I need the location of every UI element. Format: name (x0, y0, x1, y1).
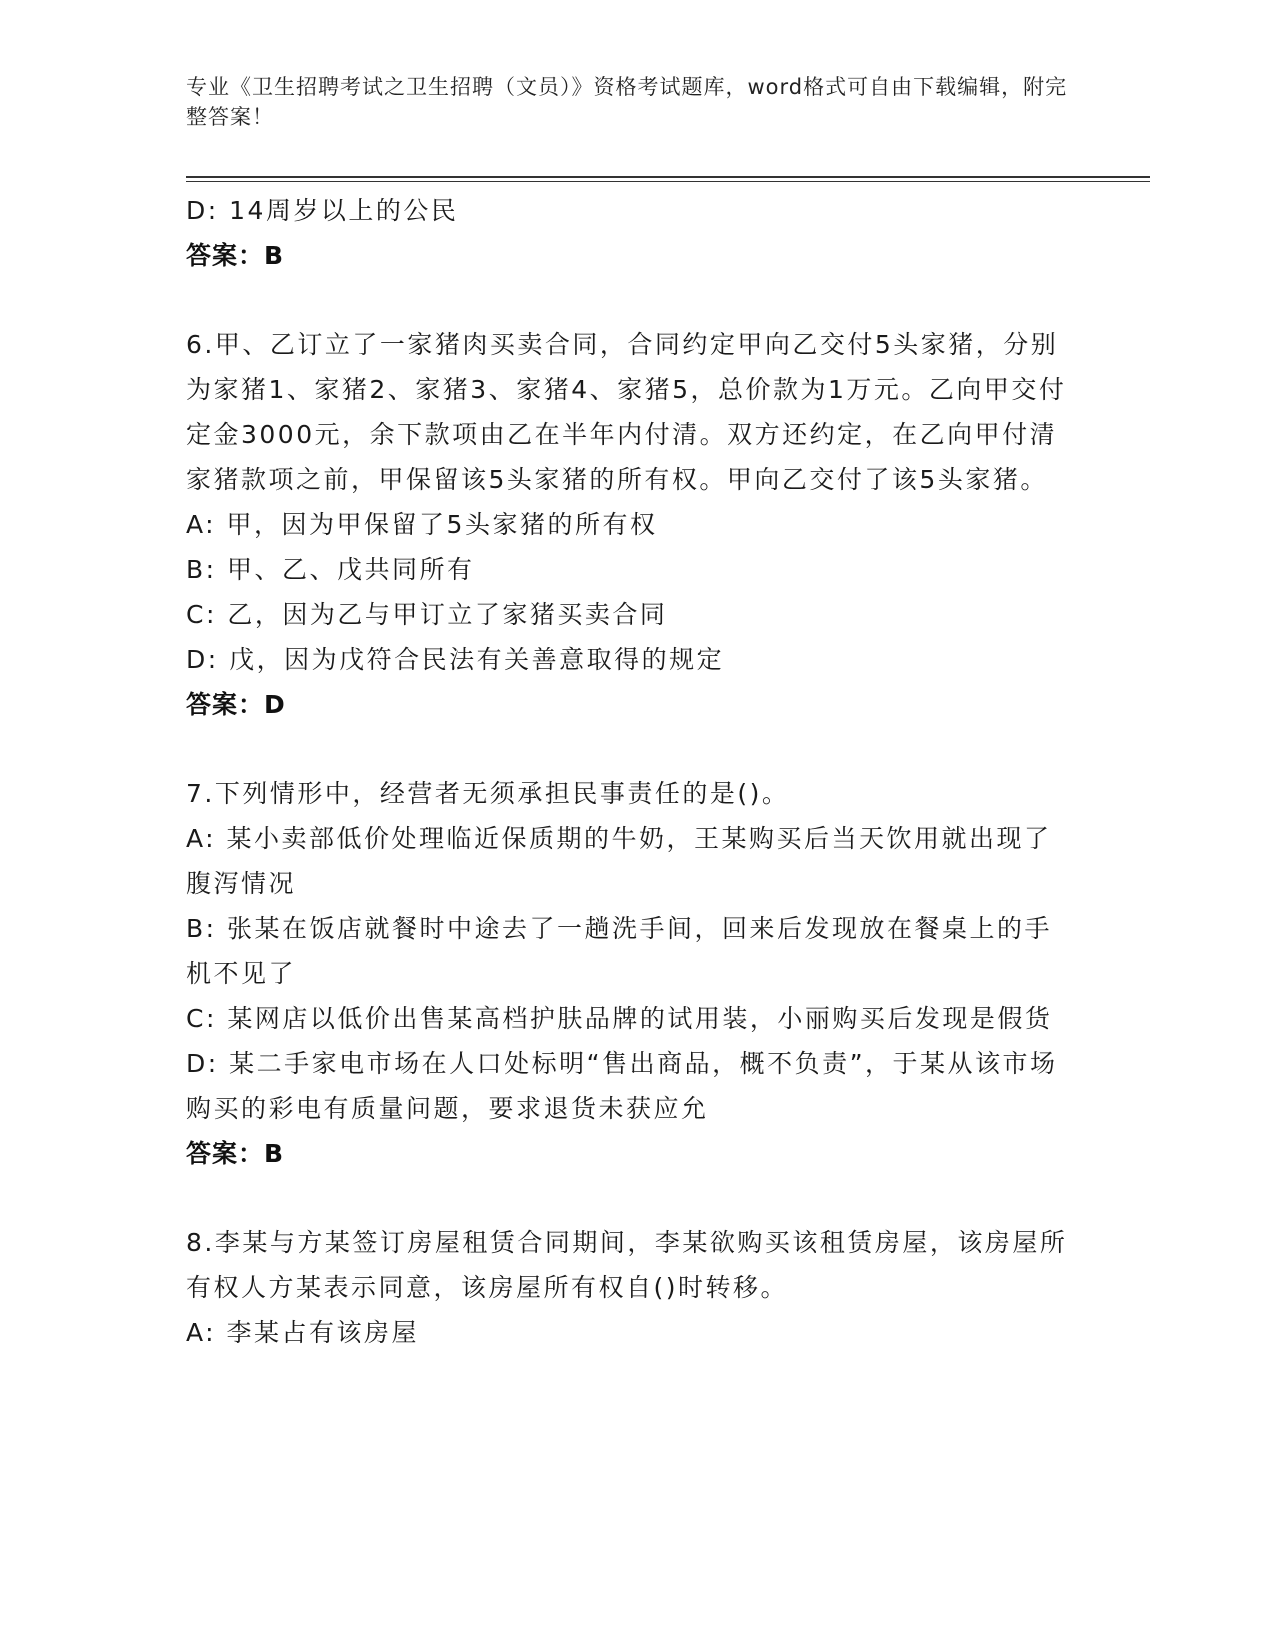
spacer (186, 1176, 1086, 1220)
answer-line (186, 1131, 1086, 1176)
option-d: D: 某二手家电市场在人口处标明“售出商品，概不负责”，于某从该市场购买的彩电有质量问题，要求退货未获应允 (186, 1049, 1058, 1123)
option-a: A: 甲，因为甲保留了5头家猪的所有权 (186, 510, 658, 539)
option-b: B: 甲、乙、戊共同所有 (186, 555, 475, 584)
question-content (186, 188, 1086, 1355)
option-a: A: 某小卖部低价处理临近保质期的牛奶，王某购买后当天饮用就出现了腹泻情况 (186, 824, 1052, 898)
spacer (186, 727, 1086, 771)
question-stem: 8.李某与方某签订房屋租赁合同期间，李某欲购买该租赁房屋，该房屋所有权人方某表示同意，该房屋所有权自()时转移。 (186, 1228, 1068, 1302)
page-header: 专业《卫生招聘考试之卫生招聘（文员）》资格考试题库，word格式可自由下载编辑，附完整答案！ (186, 75, 1068, 129)
answer-label: 答案： (186, 1139, 265, 1168)
question-stem: 6.甲、乙订立了一家猪肉买卖合同，合同约定甲向乙交付5头家猪，分别为家猪1、家猪2、家猪3、家猪4、家猪5，总价款为1万元。乙向甲交付定金3000元，余下款项由乙在半年内付清。双方还约定，在乙向甲付清家猪款项之前，甲保留该5头家猪的所有权。甲向乙交付了该5头家猪。 (186, 330, 1067, 494)
option-b: B: 张某在饭店就餐时中途去了一趟洗手间，回来后发现放在餐桌上的手机不见了 (186, 914, 1053, 988)
answer-value: B (264, 1139, 285, 1168)
answer-label: 答案： (186, 241, 265, 270)
answer-label: 答案： (186, 690, 265, 719)
option-d: D: 14周岁以上的公民 (186, 196, 459, 225)
spacer (186, 278, 1086, 322)
answer-value: D (264, 690, 286, 719)
header-divider-thick (186, 176, 1150, 178)
header-divider-thin (186, 181, 1150, 182)
answer-line (186, 233, 1086, 278)
option-c: C: 乙，因为乙与甲订立了家猪买卖合同 (186, 600, 668, 629)
option-d: D: 戊，因为戊符合民法有关善意取得的规定 (186, 645, 725, 674)
answer-line (186, 682, 1086, 727)
answer-value: B (264, 241, 285, 270)
option-c: C: 某网店以低价出售某高档护肤品牌的试用装，小丽购买后发现是假货 (186, 1004, 1053, 1033)
option-a: A: 李某占有该房屋 (186, 1318, 420, 1347)
question-stem: 7.下列情形中，经营者无须承担民事责任的是()。 (186, 779, 790, 808)
